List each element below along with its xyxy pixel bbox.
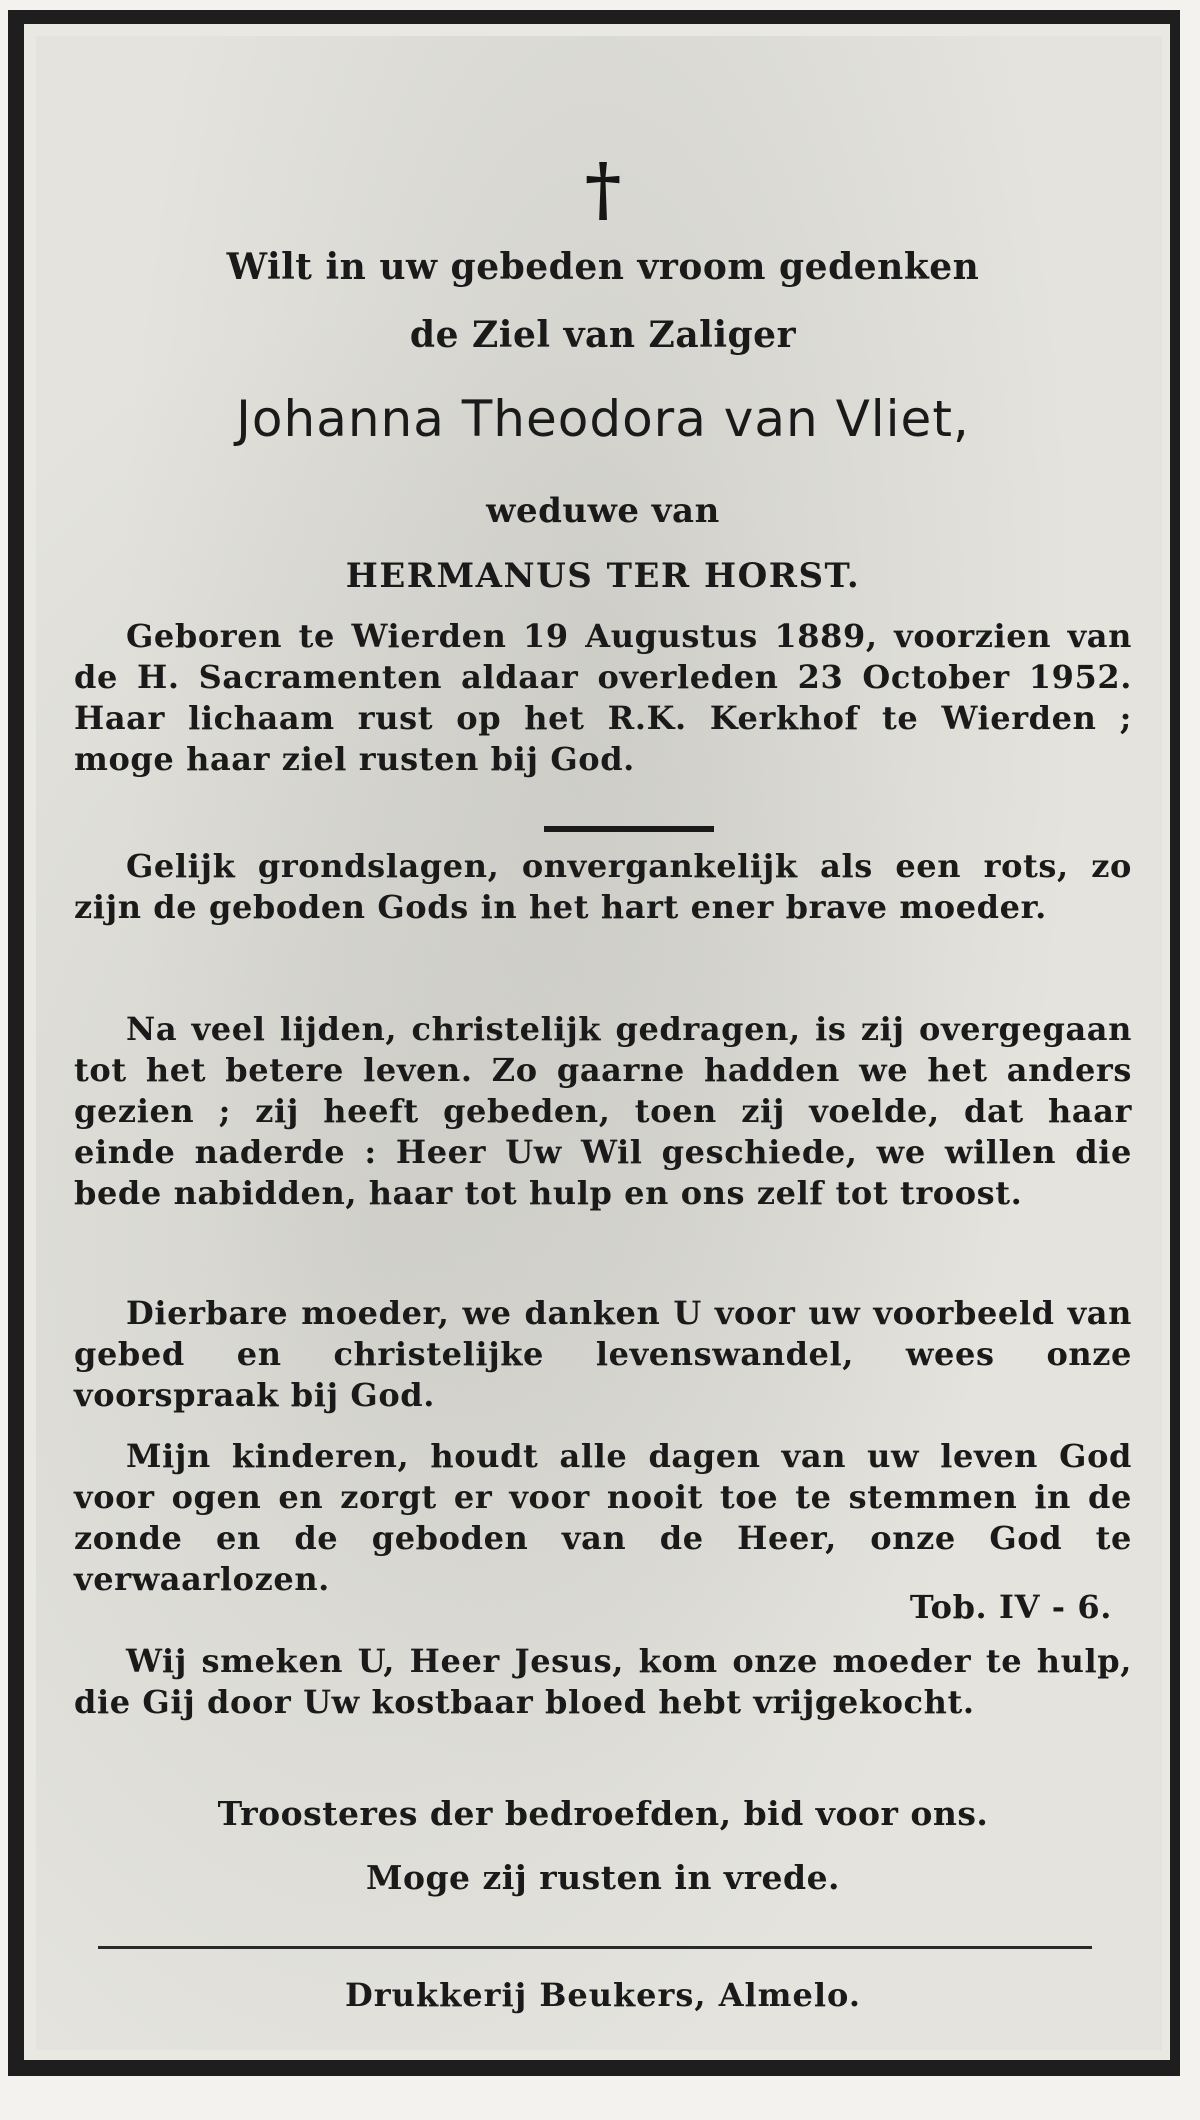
verse-paragraph-5: Wij smeken U, Heer Jesus, kom onze moeder te hulp, die Gij door Uw kostbaar bloed hebt vrijgekocht. [74, 1642, 1132, 1721]
verse-paragraph-3: Dierbare moeder, we danken U voor uw voorbeeld van gebed en christelijke levenswandel, wees onze voorspraak bij God. [74, 1294, 1132, 1414]
card-content [74, 36, 1132, 2050]
spouse-name: HERMANUS TER HORST. [345, 556, 861, 596]
memorial-card [8, 10, 1180, 2076]
card-face [36, 36, 1162, 2050]
intro-line-2: de Ziel van Zaliger [409, 314, 797, 356]
long-divider [98, 1946, 1092, 1949]
verse-paragraph-2: Na veel lijden, christelijk gedragen, is zij overgegaan tot het betere leven. Zo gaarne hadden we het anders gezien ; zij heeft gebeden, toen zij voelde, dat haar einde naderde : Heer Uw Wil geschiede, we willen die bede nabidden, haar tot hulp en ons zelf tot troost. [74, 1010, 1132, 1212]
widow-of-line: weduwe van [486, 491, 720, 531]
cross-icon: † [584, 147, 622, 230]
closing-prayer-2: Moge zij rusten in vrede. [365, 1858, 841, 1897]
deceased-name: Johanna Theodora van Vliet, [236, 390, 970, 448]
intro-line-1: Wilt in uw gebeden vroom gedenken [226, 246, 980, 288]
bio-paragraph: Geboren te Wierden 19 Augustus 1889, voorzien van de H. Sacramenten aldaar overleden 23 October 1952. Haar lichaam rust op het R.K. Kerkhof te Wierden ; moge haar ziel rusten bij God. [74, 617, 1132, 778]
short-divider [544, 826, 714, 832]
verse-paragraph-1: Gelijk grondslagen, onvergankelijk als een rots, zo zijn de geboden Gods in het hart ener brave moeder. [74, 847, 1132, 926]
verse-paragraph-4: Mijn kinderen, houdt alle dagen van uw leven God voor ogen en zorgt er voor nooit toe te stemmen in de zonde en de geboden van de Heer, onze God te verwaarlozen. [74, 1437, 1132, 1598]
scripture-reference: Tob. IV - 6. [909, 1588, 1112, 1626]
printer-credit: Drukkerij Beukers, Almelo. [345, 1976, 861, 2014]
closing-prayer-1: Troosteres der bedroefden, bid voor ons. [217, 1794, 989, 1833]
